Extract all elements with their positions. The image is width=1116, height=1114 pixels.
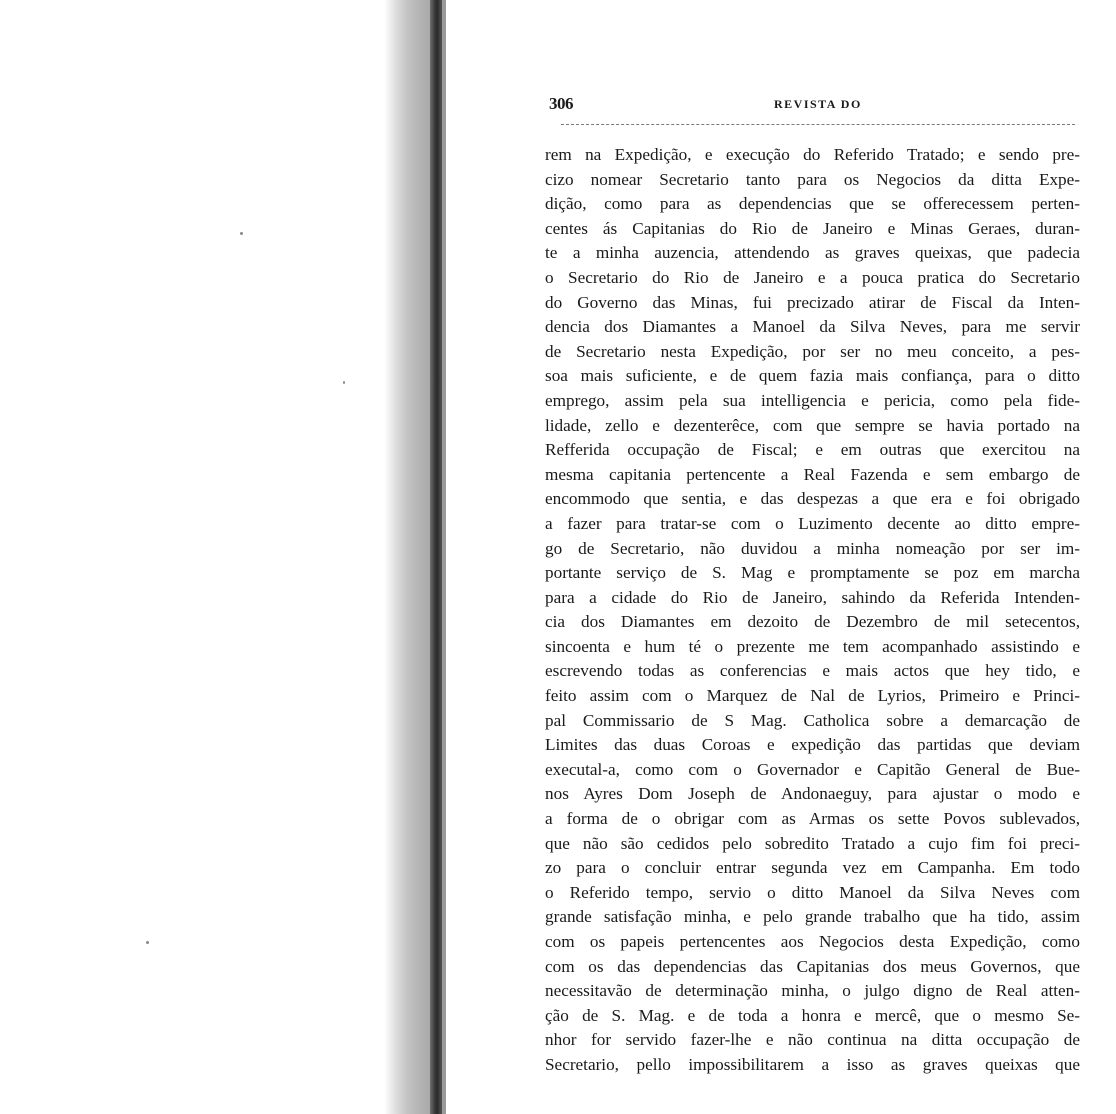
text-line: a fazer para tratar-se com o Luzimento decente ao ditto empre- [545, 513, 1080, 533]
running-head: REVISTA DO [774, 97, 862, 111]
text-line: a forma de o obrigar com as Armas os sette Povos sublevados, [545, 809, 1080, 829]
text-line: feito assim com o Marquez de Nal de Lyrios, Primeiro e Princi- [545, 686, 1080, 706]
text-line: lidade, zello e dezenterêce, com que sempre se havia portado na [545, 415, 1080, 435]
text-line: nos Ayres Dom Joseph de Andonaeguy, para ajustar o modo e [545, 784, 1080, 804]
text-line: o Referido tempo, servio o ditto Manoel da Silva Neves com [545, 882, 1080, 902]
text-line: Limites das duas Coroas e expedição das partidas que deviam [545, 735, 1080, 755]
text-line: grande satisfação minha, e pelo grande trabalho que ha tido, assim [545, 907, 1080, 927]
text-line: escrevendo todas as conferencias e mais actos que hey tido, e [545, 661, 1080, 681]
text-line: portante serviço de S. Mag e promptamente se poz em marcha [545, 563, 1080, 583]
text-line: encommodo que sentia, e das despezas a que era e foi obrigado [545, 489, 1080, 509]
text-line: zo para o concluir entrar segunda vez em Campanha. Em todo [545, 858, 1080, 878]
page-number: 306 [549, 94, 573, 113]
text-line: centes ás Capitanias do Rio de Janeiro e Minas Geraes, duran- [545, 218, 1080, 238]
text-line: te a minha auzencia, attendendo as graves queixas, que padecia [545, 243, 1080, 263]
text-line: o Secretario do Rio de Janeiro e a pouca pratica do Secretario [545, 267, 1080, 287]
text-line: com os das dependencias das Capitanias dos meus Governos, que [545, 956, 1080, 976]
paper-speck [343, 381, 345, 384]
text-line: mesma capitania pertencente a Real Fazenda e sem embargo de [545, 464, 1080, 484]
text-line: Secretario, pello impossibilitarem a isso as graves queixas que [545, 1054, 1080, 1074]
text-line: que não são cedidos pelo sobredito Tratado a cujo fim foi preci- [545, 833, 1080, 853]
paper-speck [146, 941, 149, 944]
text-line: soa mais suficiente, e de quem fazia mais confiança, para o ditto [545, 366, 1080, 386]
text-line: executal-a, como com o Governador e Capitão General de Bue- [545, 759, 1080, 779]
text-line: Refferida occupação de Fiscal; e em outras que exercitou na [545, 440, 1080, 460]
spine-edge [442, 0, 446, 1114]
text-line: de Secretario nesta Expedição, por ser no meu conceito, a pes- [545, 341, 1080, 361]
body-text [545, 143, 1080, 1078]
text-line: necessitavão de determinação minha, o julgo digno de Real atten- [545, 981, 1080, 1001]
text-line: ção de S. Mag. e de toda a honra e mercê, que o mesmo Se- [545, 1005, 1080, 1025]
text-line: nhor for servido fazer-lhe e não continua na ditta occupação de [545, 1030, 1080, 1050]
text-line: com os papeis pertencentes aos Negocios desta Expedição, como [545, 932, 1080, 951]
text-line: cia dos Diamantes em dezoito de Dezembro de mil setecentos, [545, 612, 1080, 632]
text-line: cizo nomear Secretario tanto para os Negocios da ditta Expe- [545, 169, 1080, 189]
text-line: go de Secretario, não duvidou a minha nomeação por ser im- [545, 538, 1080, 558]
book-spine [430, 0, 442, 1114]
text-line: sincoenta e hum té o prezente me tem acompanhado assistindo e [545, 636, 1080, 656]
page-header [549, 94, 1089, 116]
text-line: para a cidade do Rio de Janeiro, sahindo da Referida Intenden- [545, 587, 1080, 607]
text-line: rem na Expedição, e execução do Referido Tratado; e sendo pre- [545, 145, 1080, 164]
text-line: dencia dos Diamantes a Manoel da Silva Neves, para me servir [545, 317, 1080, 337]
text-line: dição, como para as dependencias que se offerecessem perten- [545, 194, 1080, 214]
text-line: pal Commissario de S Mag. Catholica sobre a demarcação de [545, 710, 1080, 730]
book-gutter-shadow [384, 0, 430, 1114]
text-line: do Governo das Minas, fui precizado atirar de Fiscal da Inten- [545, 292, 1080, 312]
header-rule [561, 124, 1075, 125]
text-line: emprego, assim pela sua intelligencia e pericia, como pela fide- [545, 390, 1080, 410]
paper-speck [240, 232, 243, 235]
